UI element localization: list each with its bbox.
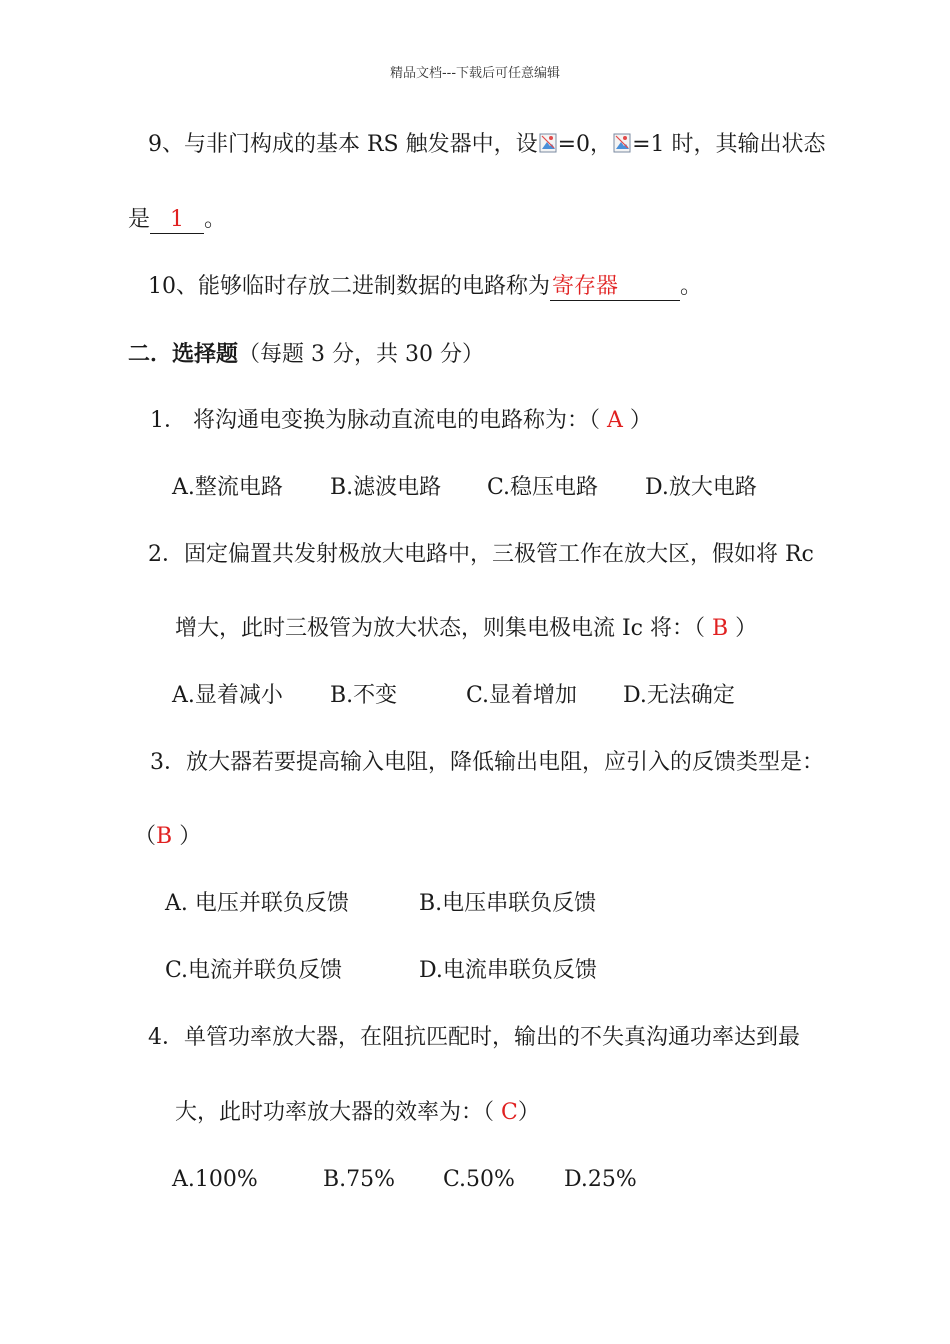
c2-close: ）	[735, 616, 758, 641]
question-10	[148, 272, 702, 302]
choice-question-3-line1: 3．放大器若要提高输入电阻，降低输出电阻，应引入的反馈类型是：	[150, 750, 824, 775]
section-2-heading	[128, 339, 484, 370]
c1-option-d: D.放大电路	[645, 475, 757, 500]
q9-answer-blank: 1	[150, 207, 204, 234]
q10-text: 10、能够临时存放二进制数据的电路称为	[148, 274, 550, 299]
section-2-note: （每题 3 分，共 30 分）	[238, 342, 484, 367]
c3-option-a: A. 电压并联负反馈	[165, 891, 349, 916]
c4-option-b: B.75%	[323, 1167, 396, 1192]
q9-text-1: 9、与非门构成的基本 RS 触发器中，设	[148, 132, 538, 157]
c4-answer: C	[501, 1100, 518, 1125]
c1-option-b: B.滤波电路	[330, 475, 442, 500]
q10-answer-blank: 寄存器	[550, 274, 680, 301]
c4-option-c: C.50%	[443, 1167, 515, 1192]
c3-option-b: B.电压串联负反馈	[419, 891, 597, 916]
c3-open: （	[134, 824, 157, 849]
c2-option-c: C.显着增加	[466, 683, 578, 708]
c4-option-a: A.100%	[172, 1167, 258, 1192]
choice-question-4-line2	[175, 1098, 540, 1128]
c2-stem: 增大，此时三极管为放大状态，则集电极电流 Ic 将：（	[175, 616, 705, 641]
c4-stem: 大，此时功率放大器的效率为：（	[175, 1100, 495, 1125]
c1-answer: A	[607, 408, 623, 433]
q9-suffix: 。	[204, 207, 227, 232]
q10-suffix: 。	[680, 274, 703, 299]
page-header: 精品文档---下载后可任意编辑	[389, 66, 561, 81]
broken-image-icon	[613, 133, 631, 153]
choice-question-1	[150, 406, 652, 436]
q9-prefix: 是	[128, 207, 151, 232]
question-9-line2	[128, 205, 226, 235]
choice-question-4-line1: 4．单管功率放大器，在阻抗匹配时，输出的不失真沟通功率达到最	[148, 1025, 800, 1050]
c3-answer: B	[156, 824, 173, 849]
broken-image-icon	[539, 133, 557, 153]
c1-option-a: A.整流电路	[172, 475, 283, 500]
section-2-title: 二．选择题	[128, 341, 239, 367]
c2-option-b: B.不变	[330, 683, 398, 708]
question-9-line1	[148, 130, 826, 160]
c4-option-d: D.25%	[564, 1167, 637, 1192]
choice-question-3-line2	[134, 822, 201, 852]
c1-stem: 1． 将沟通电变换为脉动直流电的电路称为：（	[150, 408, 600, 433]
c2-answer: B	[712, 616, 729, 641]
c3-close: ）	[179, 824, 202, 849]
c3-option-d: D.电流串联负反馈	[419, 958, 597, 983]
c2-option-a: A.显着减小	[172, 683, 283, 708]
c4-close: ）	[517, 1100, 540, 1125]
choice-question-2-line1: 2．固定偏置共发射极放大电路中，三极管工作在放大区，假如将 Rc	[148, 542, 814, 567]
c2-option-d: D.无法确定	[623, 683, 735, 708]
q9-text-3: =1 时，其输出状态	[632, 132, 826, 157]
choice-question-2-line2	[175, 614, 757, 644]
q9-text-2: =0，	[557, 132, 613, 157]
c1-close: ）	[629, 408, 652, 433]
c1-option-c: C.稳压电路	[487, 475, 599, 500]
c3-option-c: C.电流并联负反馈	[165, 958, 343, 983]
